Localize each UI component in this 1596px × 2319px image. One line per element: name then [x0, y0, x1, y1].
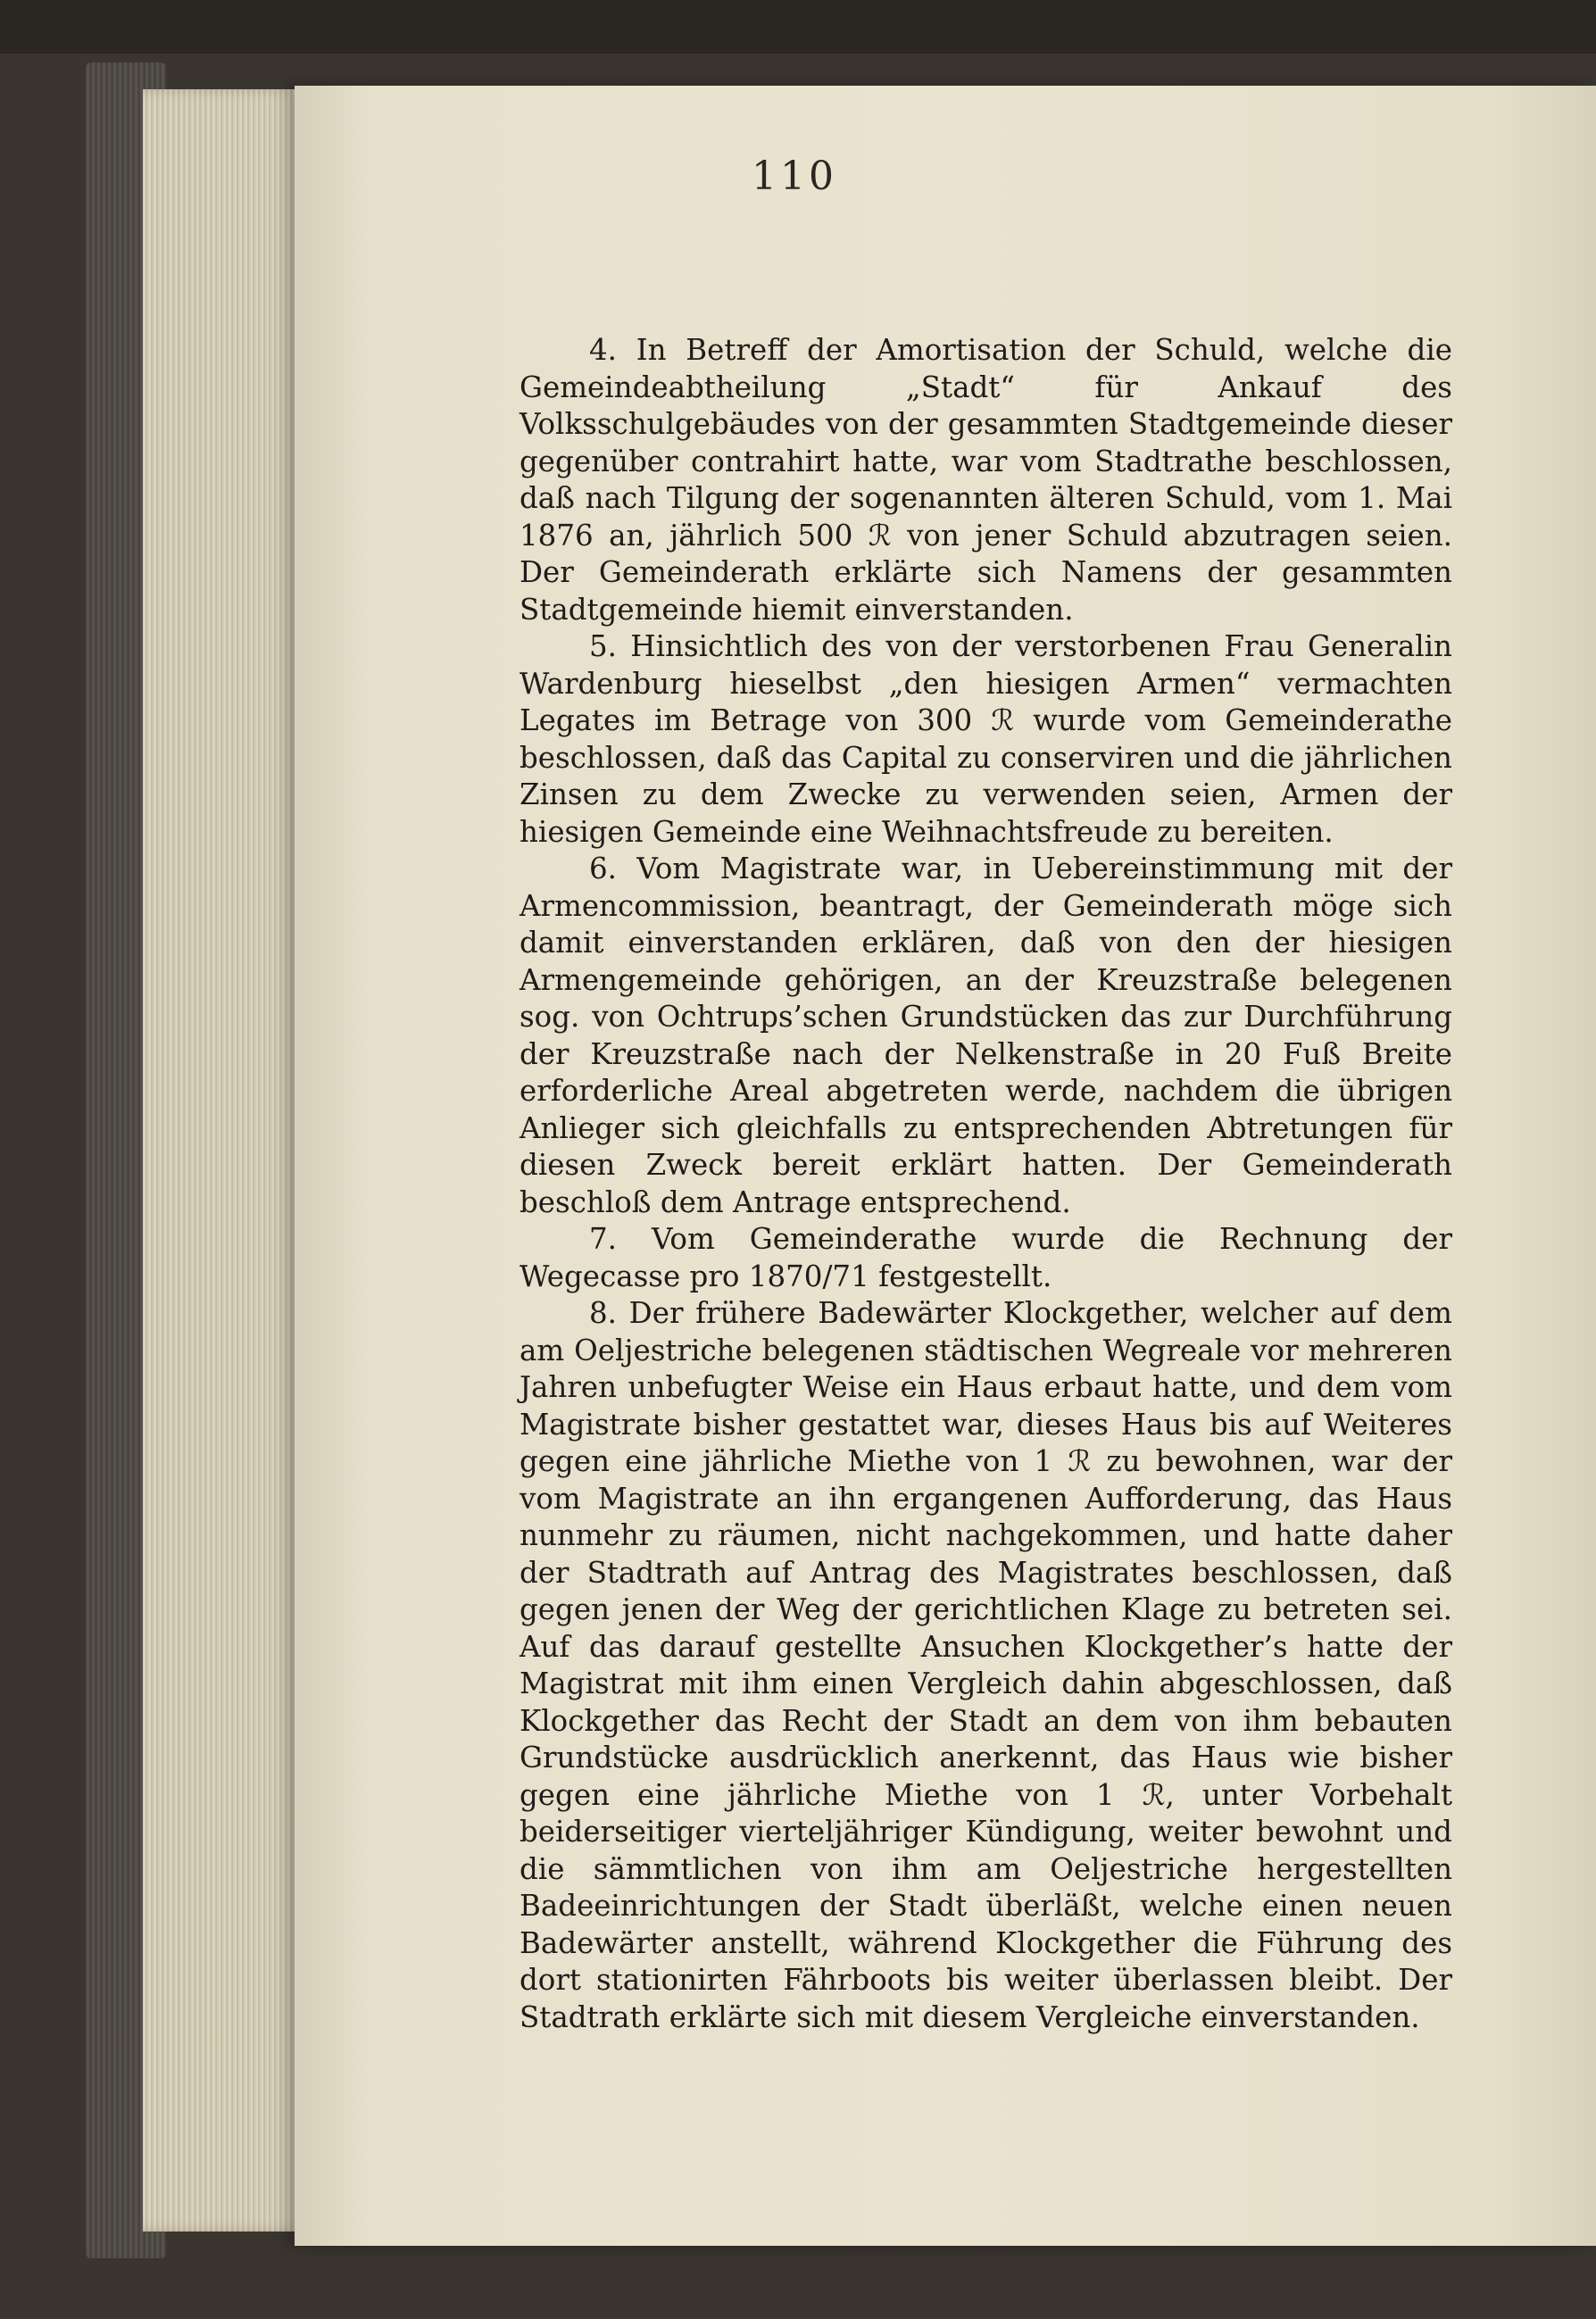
paragraph-5: 5. Hinsichtlich des von der verstorbenen Frau Generalin Wardenburg hieselbst „den hiesigen Armen“ vermachten Legates im Betrage von 300 ℛ wurde vom Gemeinderathe beschlossen, daß das Capital zu conserviren und die jährlichen Zinsen zu dem Zwecke zu verwenden seien, Armen der hiesigen Gemeinde eine Weihnachtsfreude zu bereiten.: [520, 629, 1452, 849]
paragraph-4: 4. In Betreff der Amortisation der Schuld, welche die Gemeindeabtheilung „Stadt“ für Ankauf des Volksschulgebäudes von der gesammten Stadtgemeinde dieser gegenüber contrahirt hatte, war vom Stadtrathe beschlossen, daß nach Tilgung der sogenannten älteren Schuld, vom 1. Mai 1876 an, jährlich 500 ℛ von jener Schuld abzutragen seien. Der Gemeinderath erklärte sich Namens der gesammten Stadtgemeinde hiemit einverstanden.: [520, 333, 1452, 627]
page-number: 110: [752, 154, 837, 199]
page-text: [520, 332, 1452, 2036]
paragraph-7: 7. Vom Gemeinderathe wurde die Rechnung der Wegecasse pro 1870/71 festgestellt.: [520, 1222, 1452, 1293]
paragraph-6: 6. Vom Magistrate war, in Uebereinstimmung mit der Armencommission, beantragt, der Gemeinderath möge sich damit einverstanden erklären, daß von den der hiesigen Armengemeinde gehörigen, an der Kreuzstraße belegenen sog. von Ochtrups’schen Grundstücken das zur Durchführung der Kreuzstraße nach der Nelkenstraße in 20 Fuß Breite erforderliche Areal abgetreten werde, nachdem die übrigen Anlieger sich gleichfalls zu entsprechenden Abtretungen für diesen Zweck bereit erklärt hatten. Der Gemeinderath beschloß dem Antrage entsprechend.: [520, 852, 1452, 1219]
page-edges: [143, 89, 312, 2232]
paragraph-8: 8. Der frühere Badewärter Klockgether, welcher auf dem am Oeljestriche belegenen städtischen Wegreale vor mehreren Jahren unbefugter Weise ein Haus erbaut hatte, und dem vom Magistrate bisher gestattet war, dieses Haus bis auf Weiteres gegen eine jährliche Miethe von 1 ℛ zu bewohnen, war der vom Magistrate an ihn ergangenen Aufforderung, das Haus nunmehr zu räumen, nicht nachgekommen, und hatte daher der Stadtrath auf Antrag des Magistrates beschlossen, daß gegen jenen der Weg der gerichtlichen Klage zu betreten sei. Auf das darauf gestellte Ansuchen Klockgether’s hatte der Magistrat mit ihm einen Vergleich dahin abgeschlossen, daß Klockgether das Recht der Stadt an dem von ihm bebauten Grundstücke ausdrücklich anerkennt, das Haus wie bisher gegen eine jährliche Miethe von 1 ℛ, unter Vorbehalt beiderseitiger vierteljähriger Kündigung, weiter bewohnt und die sämmtlichen von ihm am Oeljestriche hergestellten Badeeinrichtungen der Stadt überläßt, welche einen neuen Badewärter anstellt, während Klockgether die Führung des dort stationirten Fährboots bis weiter überlassen bleibt. Der Stadtrath erklärte sich mit diesem Vergleiche einverstanden.: [520, 1296, 1452, 2034]
